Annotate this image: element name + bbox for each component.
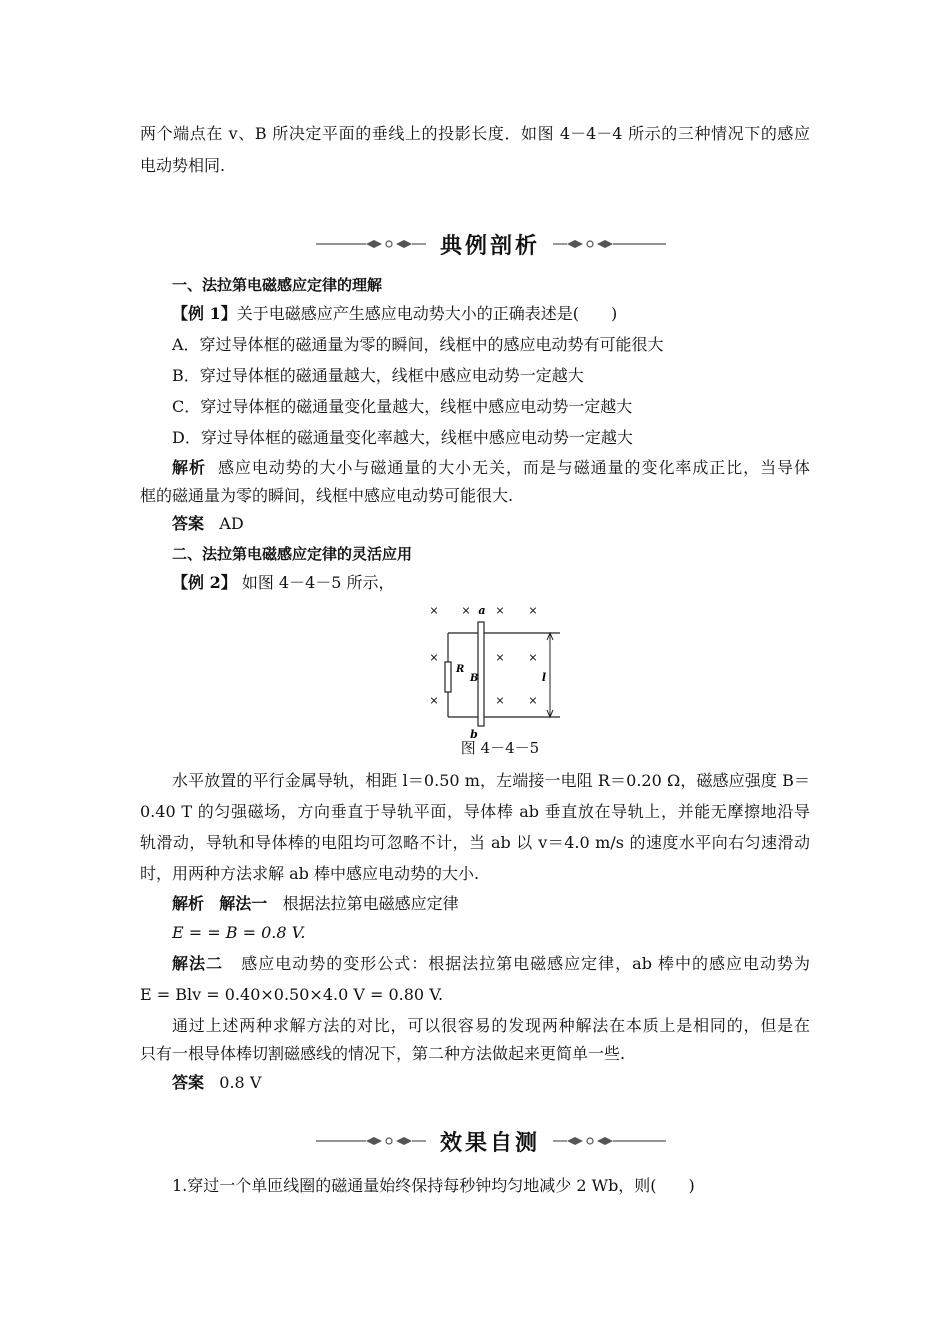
label-B: B [470,673,479,684]
method2-text: 感应电动势的变形公式：根据法拉第电磁感应定律，ab 棒中的感应电动势为 [241,954,810,973]
example1-analysis-line-2: 框的磁通量为零的瞬间，线框中感应电动势可能很大. [140,486,514,505]
method2-label: 解法二 [172,954,223,973]
label-l: l [541,671,546,684]
example2-analysis-method2 [172,954,810,974]
problem-line-2: 0.40 T 的匀强磁场，方向垂直于导轨平面，导体棒 ab 垂直放在导轨上，并能无摩擦地沿导 [140,802,810,821]
field-cross: × [461,604,471,617]
answer-label: 答案 [172,514,205,533]
label-a: a [478,604,486,617]
method1-formula: E = = B = 0.8 V. [172,923,306,942]
problem-line-4: 时，用两种方法求解 ab 棒中感应电动势的大小. [140,864,480,883]
problem-line-1: 水平放置的平行金属导轨，相距 l＝0.50 m，左端接一电阻 R＝0.20 Ω，磁感应强度 B＝ [172,771,810,790]
example1-answer [172,514,244,534]
field-cross: × [528,651,538,664]
field-cross: × [528,604,538,617]
option-d: D．穿过导体框的磁通量变化率越大，线框中感应电动势一定越大 [172,428,633,447]
label-R: R [456,664,465,675]
example2-answer [172,1073,261,1093]
option-c: C．穿过导体框的磁通量变化量越大，线框中感应电动势一定越大 [172,397,633,416]
part2-heading: 二、法拉第电磁感应定律的灵活应用 [172,545,413,563]
example1-question: 关于电磁感应产生感应电动势大小的正确表述是( ) [236,304,618,323]
section-heading-self-test [0,1125,950,1165]
analysis-label: 解析 [172,458,206,477]
field-cross: × [528,694,538,707]
example1-analysis-line-1 [172,458,810,478]
option-a: A．穿过导体框的磁通量为零的瞬间，线框中的感应电动势有可能很大 [172,335,664,354]
part1-heading: 一、法拉第电磁感应定律的理解 [172,276,383,294]
example2-question-line [172,573,395,593]
section-title: 典例剖析 [439,234,540,259]
field-cross: × [429,651,439,664]
compare-line-2: 只有一根导体棒切割磁感线的情况下，第二种方法做起来更简单一些. [140,1044,626,1063]
field-cross: × [429,694,439,707]
test-question-1: 1.穿过一个单匝线圈的磁通量始终保持每秒钟均匀地减少 2 Wb，则( ) [172,1176,695,1195]
section-title: 效果自测 [439,1131,540,1156]
method2-formula: E = Blv = 0.40×0.50×4.0 V = 0.80 V. [140,985,444,1004]
intro-line-1: 两个端点在 v、B 所决定平面的垂线上的投影长度．如图 4－4－4 所示的三种情况下的感应 [140,124,810,143]
circuit-figure [420,600,570,744]
method1-text: 根据法拉第电磁感应定律 [282,894,459,913]
intro-line-2: 电动势相同. [140,156,226,175]
compare-line-1: 通过上述两种求解方法的对比，可以很容易的发现两种解法在本质上是相同的，但是在 [172,1016,810,1035]
label-b: b [470,728,478,740]
field-cross: × [429,604,439,617]
answer-value: 0.8 V [219,1073,262,1092]
circuit-diagram [420,600,570,740]
analysis-text: 感应电动势的大小与磁通量的大小无关，而是与磁通量的变化率成正比，当导体 [217,458,810,477]
example2-tag: 【例 2】 [172,573,237,592]
field-cross: × [495,651,505,664]
method1-label: 解法一 [219,894,268,913]
example1-tag: 【例 1】 [172,304,237,323]
answer-label: 答案 [172,1073,205,1092]
example2-question: 如图 4－4－5 所示， [241,573,395,592]
field-cross: × [495,694,505,707]
conductor-rod [478,622,484,726]
resistor [445,662,451,692]
answer-value: AD [219,514,244,533]
example2-analysis-method1 [172,894,459,914]
option-b: B．穿过导体框的磁通量越大，线框中感应电动势一定越大 [172,366,584,385]
example1-question-line [172,304,617,324]
analysis-label: 解析 [172,894,205,913]
problem-line-3: 轨滑动，导轨和导体棒的电阻均可忽略不计，当 ab 以 v＝4.0 m/s 的速度水平向右匀速滑动 [140,833,810,852]
field-cross: × [495,604,505,617]
figure-caption: 图 4－4－5 [460,739,540,757]
section-heading-examples [0,228,950,268]
